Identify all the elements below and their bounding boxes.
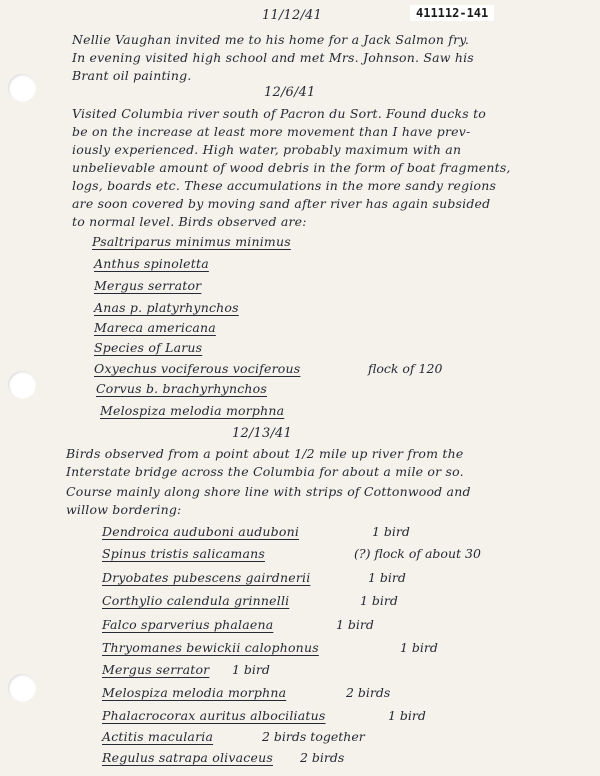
entry-line: be on the increase at least more movement than I have prev- xyxy=(72,124,471,139)
punch-hole xyxy=(8,371,36,399)
bird-species: Melospiza melodia morphna xyxy=(102,685,287,700)
entry-date: 12/13/41 xyxy=(232,426,292,441)
bird-note: flock of 120 xyxy=(368,361,443,376)
entry-line: Interstate bridge across the Columbia for about a mile or so. xyxy=(66,464,464,479)
punch-hole xyxy=(8,674,36,702)
bird-species: Mareca americana xyxy=(94,320,216,335)
entry-line: Nellie Vaughan invited me to his home for a Jack Salmon fry. xyxy=(72,32,470,47)
bird-species: Corthylio calendula grinnelli xyxy=(102,593,290,608)
bird-species: Thryomanes bewickii calophonus xyxy=(102,640,319,655)
bird-species: Phalacrocorax auritus albociliatus xyxy=(102,708,326,723)
entry-line: willow bordering: xyxy=(66,502,182,517)
entry-line: to normal level. Birds observed are: xyxy=(72,214,307,229)
bird-species: Spinus tristis salicamans xyxy=(102,546,265,561)
bird-species: Anthus spinoletta xyxy=(94,256,209,271)
bird-species: Anas p. platyrhynchos xyxy=(94,300,239,315)
bird-species: Falco sparverius phalaena xyxy=(102,617,274,632)
entry-line: Visited Columbia river south of Pacron du Sort. Found ducks to xyxy=(72,106,487,121)
bird-note: 1 bird xyxy=(372,524,410,539)
bird-species: Corvus b. brachyrhynchos xyxy=(96,381,267,396)
bird-species: Melospiza melodia morphna xyxy=(100,403,285,418)
bird-species: Mergus serrator xyxy=(102,662,210,677)
bird-note: 1 bird xyxy=(388,708,426,723)
accession-number: 411112-141 xyxy=(410,5,494,21)
bird-note: (?) flock of about 30 xyxy=(354,546,481,561)
bird-note: 2 birds xyxy=(346,685,391,700)
bird-note: 2 birds xyxy=(300,750,345,765)
entry-line: Course mainly along shore line with strips of Cottonwood and xyxy=(66,484,471,499)
bird-note: 1 bird xyxy=(368,570,406,585)
bird-species: Regulus satrapa olivaceus xyxy=(102,750,273,765)
bird-note: 2 birds together xyxy=(262,729,365,744)
bird-note: 1 bird xyxy=(232,662,270,677)
entry-line: Brant oil painting. xyxy=(72,68,192,83)
bird-note: 1 bird xyxy=(336,617,374,632)
bird-species: Oxyechus vociferous vociferous xyxy=(94,361,301,376)
entry-line: unbelievable amount of wood debris in the form of boat fragments, xyxy=(72,160,511,175)
bird-species: Actitis macularia xyxy=(102,729,214,744)
entry-line: iously experienced. High water, probably maximum with an xyxy=(72,142,462,157)
bird-species: Mergus serrator xyxy=(94,278,202,293)
entry-line: are soon covered by moving sand after river has again subsided xyxy=(72,196,491,211)
bird-species: Dendroica auduboni auduboni xyxy=(102,524,300,539)
entry-line: In evening visited high school and met Mrs. Johnson. Saw his xyxy=(72,50,474,65)
bird-species: Psaltriparus minimus minimus xyxy=(92,234,291,249)
entry-date: 11/12/41 xyxy=(262,8,322,23)
bird-species: Dryobates pubescens gairdnerii xyxy=(102,570,311,585)
entry-line: Birds observed from a point about 1/2 mile up river from the xyxy=(66,446,464,461)
punch-hole xyxy=(8,74,36,102)
bird-species: Species of Larus xyxy=(94,340,203,355)
entry-date: 12/6/41 xyxy=(264,85,316,100)
entry-line: logs, boards etc. These accumulations in the more sandy regions xyxy=(72,178,497,193)
bird-note: 1 bird xyxy=(400,640,438,655)
bird-note: 1 bird xyxy=(360,593,398,608)
